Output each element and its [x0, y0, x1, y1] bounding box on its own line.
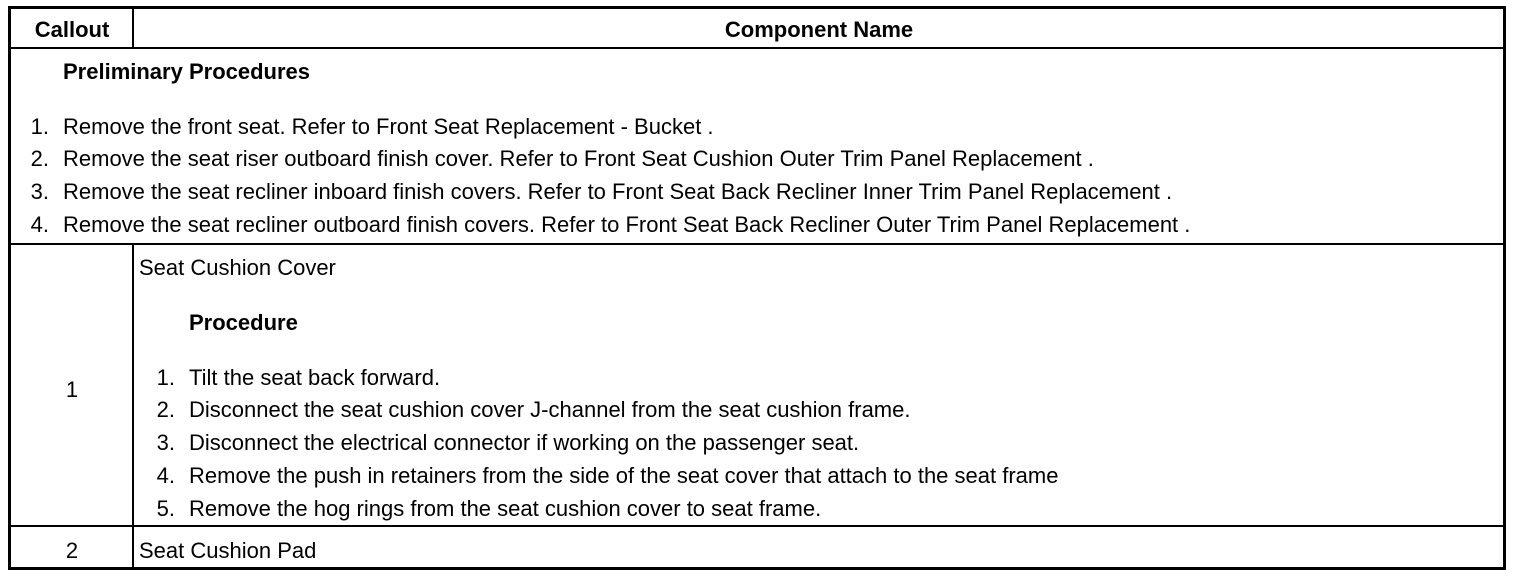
- row1-procedure-heading: Procedure: [189, 310, 298, 335]
- step-number: 3.: [156, 430, 175, 455]
- step-number: 4.: [30, 212, 49, 237]
- step-number: 2.: [156, 397, 175, 422]
- row2-component-name: Seat Cushion Pad: [139, 538, 317, 563]
- header-divider: [11, 47, 1503, 49]
- row1-divider: [11, 525, 1503, 527]
- step-number: 5.: [156, 496, 175, 521]
- row1-component-name: Seat Cushion Cover: [139, 255, 336, 280]
- component-table: [8, 6, 1506, 570]
- step-text: Remove the push in retainers from the side of the seat cover that attach to the seat frame: [189, 463, 1059, 488]
- step-number: 2.: [30, 146, 49, 171]
- step-text: Disconnect the seat cushion cover J-channel from the seat cushion frame.: [189, 397, 911, 422]
- header-component-name: Component Name: [724, 17, 914, 42]
- step-number: 3.: [30, 179, 49, 204]
- step-number: 4.: [156, 463, 175, 488]
- step-text: Remove the front seat. Refer to Front Seat Replacement - Bucket .: [63, 114, 714, 139]
- step-text: Disconnect the electrical connector if working on the passenger seat.: [189, 430, 860, 455]
- step-text: Remove the hog rings from the seat cushion cover to seat frame.: [189, 496, 822, 521]
- step-number: 1.: [156, 365, 175, 390]
- step-text: Remove the seat recliner inboard finish covers. Refer to Front Seat Back Recliner Inner Trim Panel Replacement .: [63, 179, 1173, 204]
- step-number: 1.: [30, 114, 49, 139]
- preliminary-heading: Preliminary Procedures: [63, 59, 311, 84]
- preliminary-divider: [11, 243, 1503, 245]
- row1-callout: 1: [65, 377, 79, 402]
- column-divider-bottom: [132, 243, 134, 567]
- row2-callout: 2: [65, 538, 79, 563]
- column-divider-top: [132, 9, 134, 47]
- step-text: Remove the seat riser outboard finish cover. Refer to Front Seat Cushion Outer Trim Panel Replacement .: [63, 146, 1094, 171]
- header-callout: Callout: [34, 17, 110, 42]
- step-text: Remove the seat recliner outboard finish covers. Refer to Front Seat Back Recliner Outer Trim Panel Replacement .: [63, 212, 1191, 237]
- step-text: Tilt the seat back forward.: [189, 365, 441, 390]
